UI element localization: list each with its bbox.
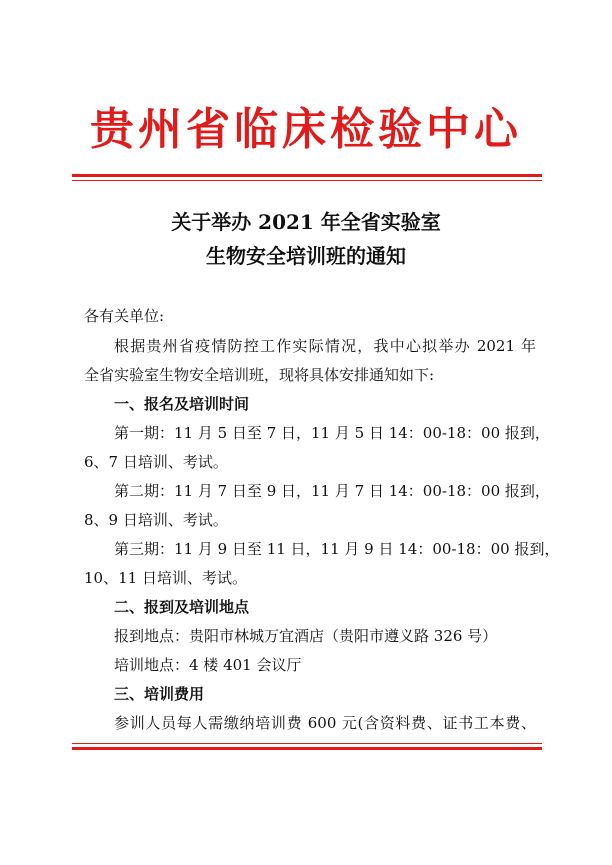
letterhead-org-name: 贵州省临床检验中心 bbox=[90, 104, 522, 155]
period-2-line-1: 第二期：11 月 7 日至 9 日，11 月 7 日 14：00-18：00 报到， bbox=[114, 482, 550, 500]
letterhead-rule-thick bbox=[72, 174, 542, 177]
intro-paragraph-line-2: 全省实验室生物安全培训班，现将具体安排通知如下: bbox=[84, 366, 435, 384]
training-location: 培训地点：4 楼 401 会议厅 bbox=[114, 656, 302, 674]
footer-rule-thick bbox=[72, 747, 542, 750]
intro-paragraph-line-1: 根据贵州省疫情防控工作实际情况，我中心拟举办 2021 年 bbox=[114, 337, 536, 355]
section-1-heading: 一、报名及培训时间 bbox=[114, 395, 250, 413]
period-3-line-1: 第三期：11 月 9 日至 11 日，11 月 9 日 14：00-18：00 报到， bbox=[114, 540, 560, 558]
salutation: 各有关单位: bbox=[84, 307, 165, 325]
period-1-line-1: 第一期：11 月 5 日至 7 日，11 月 5 日 14：00-18：00 报到， bbox=[114, 424, 550, 442]
checkin-location: 报到地点：贵阳市林城万宜酒店（贵阳市遵义路 326 号） bbox=[114, 627, 498, 645]
period-2-line-2: 8、9 日培训、考试。 bbox=[84, 511, 228, 529]
period-3-line-2: 10、11 日培训、考试。 bbox=[84, 569, 247, 587]
letterhead-rule-thin bbox=[72, 180, 542, 181]
document-title-line-2: 生物安全培训班的通知 bbox=[206, 244, 406, 268]
document-title-line-1: 关于举办 2021 年全省实验室 bbox=[171, 210, 441, 234]
footer-rule-thin bbox=[72, 743, 542, 744]
section-3-heading: 三、培训费用 bbox=[114, 685, 205, 703]
fee-line-1: 参训人员每人需缴纳培训费 600 元(含资料费、证书工本费、 bbox=[114, 714, 536, 732]
section-2-heading: 二、报到及培训地点 bbox=[114, 598, 250, 616]
period-1-line-2: 6、7 日培训、考试。 bbox=[84, 453, 228, 471]
